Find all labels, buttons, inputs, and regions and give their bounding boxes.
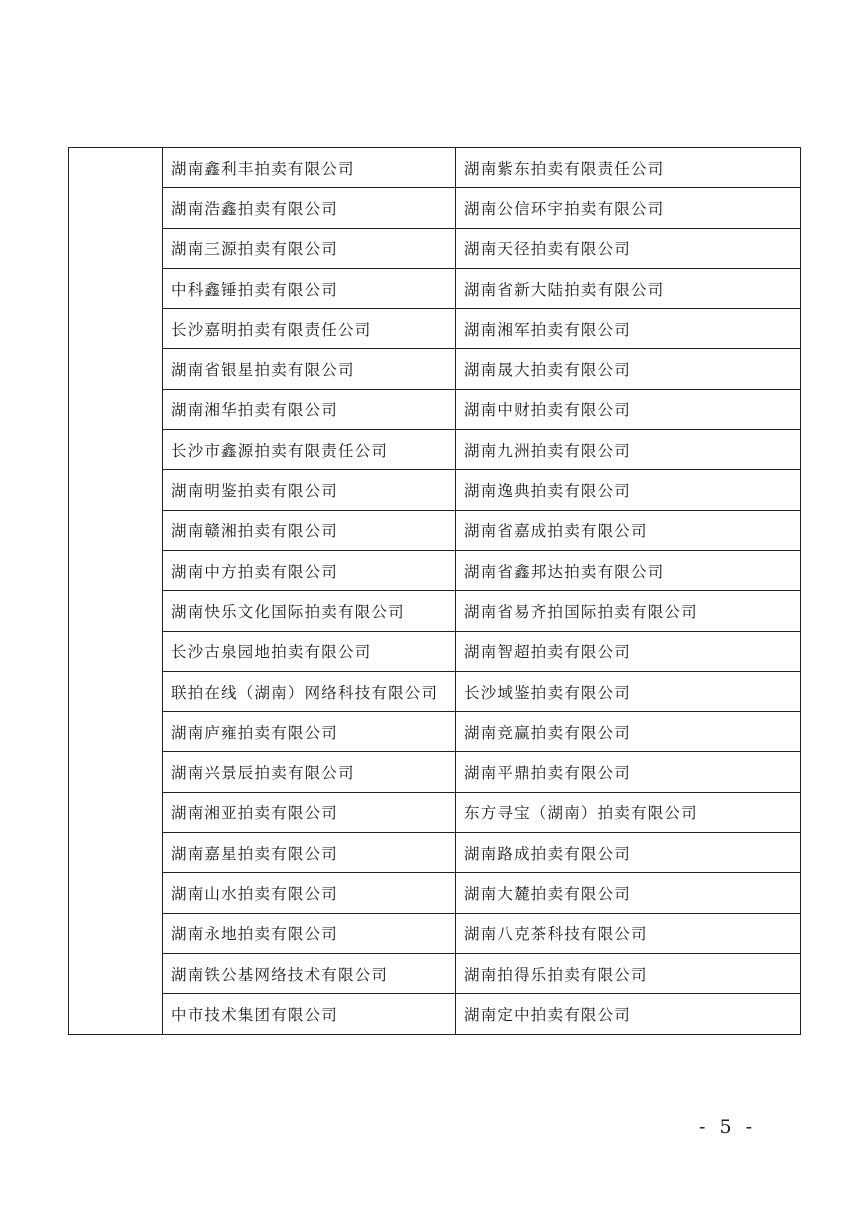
company-name-right: 湖南逸典拍卖有限公司 bbox=[456, 470, 801, 510]
company-name-left: 湖南浩鑫拍卖有限公司 bbox=[163, 188, 456, 228]
table-row bbox=[69, 148, 801, 188]
company-name-left: 湖南铁公基网络技术有限公司 bbox=[163, 953, 456, 993]
table-row bbox=[69, 349, 801, 389]
company-name-left: 中科鑫锤拍卖有限公司 bbox=[163, 268, 456, 308]
company-name-right: 东方寻宝（湖南）拍卖有限公司 bbox=[456, 792, 801, 832]
table-row bbox=[69, 389, 801, 429]
company-list-body bbox=[69, 148, 801, 1035]
company-name-right: 湖南路成拍卖有限公司 bbox=[456, 833, 801, 873]
company-name-right: 湖南平鼎拍卖有限公司 bbox=[456, 752, 801, 792]
company-name-right: 湖南省新大陆拍卖有限公司 bbox=[456, 268, 801, 308]
company-name-left: 湖南山水拍卖有限公司 bbox=[163, 873, 456, 913]
company-name-left: 湖南明鉴拍卖有限公司 bbox=[163, 470, 456, 510]
company-name-left: 湖南赣湘拍卖有限公司 bbox=[163, 510, 456, 550]
table-row bbox=[69, 833, 801, 873]
company-name-right: 湖南拍得乐拍卖有限公司 bbox=[456, 953, 801, 993]
company-name-right: 湖南湘军拍卖有限公司 bbox=[456, 309, 801, 349]
table-row bbox=[69, 228, 801, 268]
table-row bbox=[69, 953, 801, 993]
category-cell bbox=[69, 148, 163, 1035]
table-row bbox=[69, 268, 801, 308]
company-name-right: 湖南智超拍卖有限公司 bbox=[456, 631, 801, 671]
company-name-left: 湖南庐雍拍卖有限公司 bbox=[163, 712, 456, 752]
company-name-left: 湖南湘华拍卖有限公司 bbox=[163, 389, 456, 429]
table-row bbox=[69, 309, 801, 349]
company-name-right: 湖南八克茶科技有限公司 bbox=[456, 913, 801, 953]
table-row bbox=[69, 188, 801, 228]
company-name-left: 湖南湘亚拍卖有限公司 bbox=[163, 792, 456, 832]
company-name-right: 湖南紫东拍卖有限责任公司 bbox=[456, 148, 801, 188]
company-name-right: 湖南竞赢拍卖有限公司 bbox=[456, 712, 801, 752]
company-name-left: 湖南快乐文化国际拍卖有限公司 bbox=[163, 591, 456, 631]
table-row bbox=[69, 712, 801, 752]
company-name-right: 湖南天径拍卖有限公司 bbox=[456, 228, 801, 268]
company-name-left: 中市技术集团有限公司 bbox=[163, 994, 456, 1034]
company-name-right: 湖南九洲拍卖有限公司 bbox=[456, 430, 801, 470]
table-row bbox=[69, 550, 801, 590]
table-row bbox=[69, 631, 801, 671]
table-row bbox=[69, 994, 801, 1034]
page-number: - 5 - bbox=[698, 1116, 756, 1138]
company-name-left: 湖南中方拍卖有限公司 bbox=[163, 550, 456, 590]
table-row bbox=[69, 873, 801, 913]
company-name-left: 湖南三源拍卖有限公司 bbox=[163, 228, 456, 268]
company-name-left: 长沙嘉明拍卖有限责任公司 bbox=[163, 309, 456, 349]
company-name-left: 湖南嘉星拍卖有限公司 bbox=[163, 833, 456, 873]
company-name-right: 湖南中财拍卖有限公司 bbox=[456, 389, 801, 429]
company-name-right: 湖南公信环宇拍卖有限公司 bbox=[456, 188, 801, 228]
table-row bbox=[69, 792, 801, 832]
company-name-left: 湖南省银星拍卖有限公司 bbox=[163, 349, 456, 389]
table-row bbox=[69, 591, 801, 631]
company-name-right: 湖南定中拍卖有限公司 bbox=[456, 994, 801, 1034]
company-list-table bbox=[68, 147, 801, 1035]
company-name-left: 联拍在线（湖南）网络科技有限公司 bbox=[163, 671, 456, 711]
table-row bbox=[69, 430, 801, 470]
company-name-left: 湖南鑫利丰拍卖有限公司 bbox=[163, 148, 456, 188]
company-name-left: 湖南兴景辰拍卖有限公司 bbox=[163, 752, 456, 792]
table-row bbox=[69, 913, 801, 953]
table-row bbox=[69, 510, 801, 550]
company-name-left: 长沙古泉园地拍卖有限公司 bbox=[163, 631, 456, 671]
company-name-right: 湖南大麓拍卖有限公司 bbox=[456, 873, 801, 913]
table-row bbox=[69, 671, 801, 711]
company-name-left: 长沙市鑫源拍卖有限责任公司 bbox=[163, 430, 456, 470]
company-name-right: 湖南省鑫邦达拍卖有限公司 bbox=[456, 550, 801, 590]
company-name-right: 湖南省嘉成拍卖有限公司 bbox=[456, 510, 801, 550]
table-row bbox=[69, 752, 801, 792]
company-name-left: 湖南永地拍卖有限公司 bbox=[163, 913, 456, 953]
company-name-right: 湖南晟大拍卖有限公司 bbox=[456, 349, 801, 389]
table-row bbox=[69, 470, 801, 510]
company-name-right: 长沙域鉴拍卖有限公司 bbox=[456, 671, 801, 711]
company-name-right: 湖南省易齐拍国际拍卖有限公司 bbox=[456, 591, 801, 631]
